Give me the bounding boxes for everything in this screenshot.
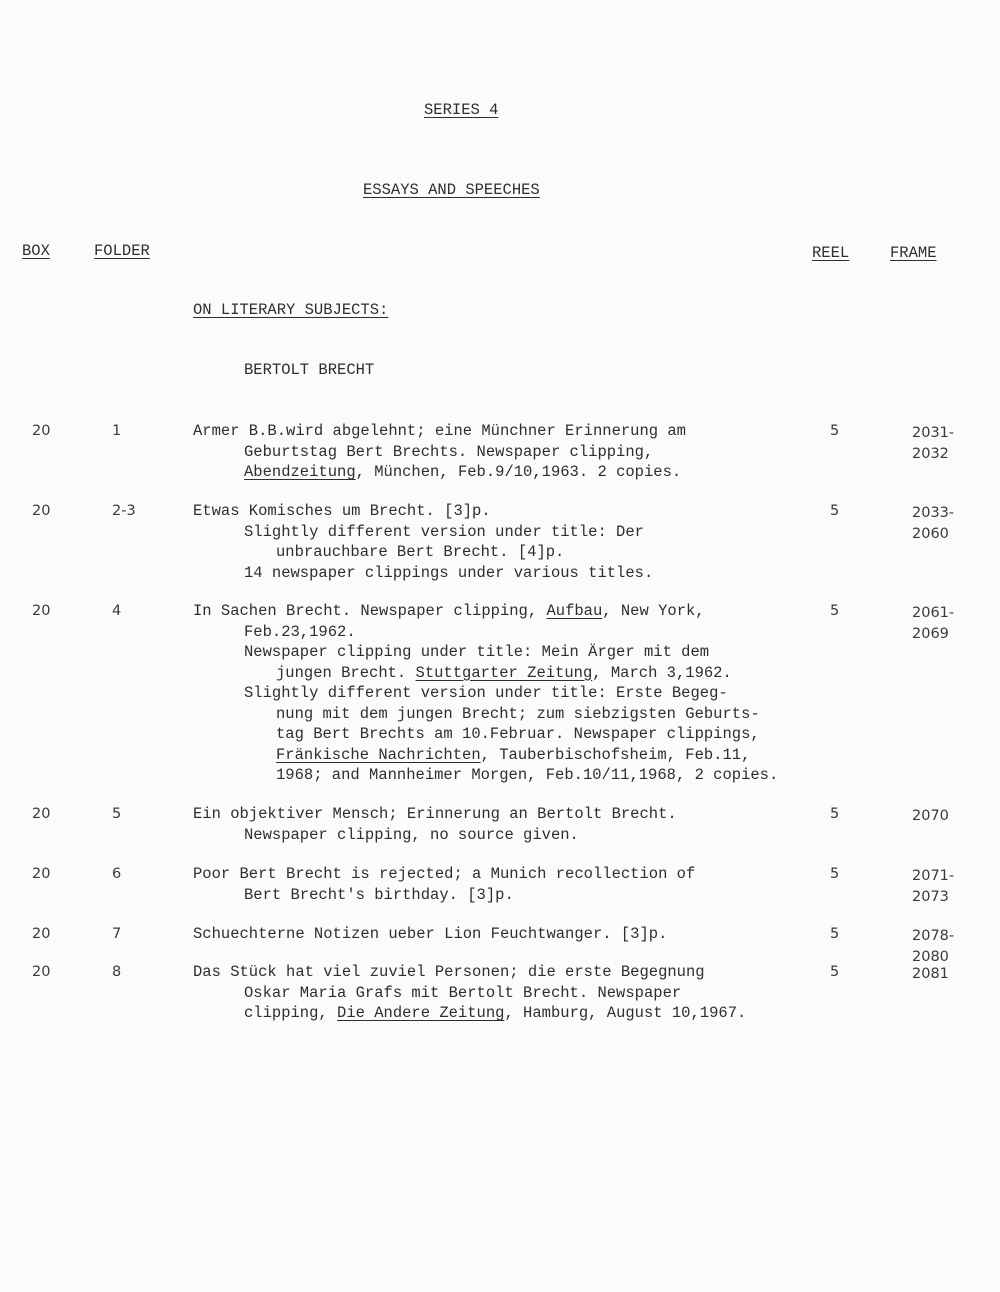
series-title: SERIES 4: [424, 101, 499, 119]
entry-frame: 2070: [912, 808, 949, 824]
publication-title: Fränkische Nachrichten: [276, 745, 481, 764]
entry-folder: 5: [112, 806, 122, 822]
entry-box: 20: [32, 866, 51, 882]
entry-description: Poor Bert Brecht is rejected; a Munich recollection of Bert Brecht's birthday. [3]p.: [193, 865, 696, 904]
entry-folder: 2-3: [112, 503, 136, 519]
header-folder: FOLDER: [94, 242, 150, 260]
entry-reel: 5: [830, 926, 840, 942]
entry-frame: 2078- 2080: [912, 928, 955, 965]
publication-title: Stuttgarter Zeitung: [415, 663, 593, 682]
entry-reel: 5: [830, 806, 840, 822]
header-reel: REEL: [812, 244, 850, 262]
publication-title: Aufbau: [546, 602, 603, 620]
entry-folder: 6: [112, 866, 122, 882]
header-box: BOX: [22, 242, 50, 260]
entry-box: 20: [32, 423, 51, 439]
entry-frame: 2081: [912, 966, 949, 982]
entry-description: In Sachen Brecht. Newspaper clipping, Aufbau, New York, Feb.23,1962. Newspaper clipping under title: Mein Ärger mit dem jungen Brecht. Stuttgarter Zeitung, March 3,1962. Slightly different version under title: Erste Begeg- nung mit dem jungen Brecht; zum siebzigsten Geburts- tag Bert Brechts am 10.Februar. Newspaper clippings, Fränkische Nachrichten, Tauberbischofsheim, Feb.11, 1968; and Mannheimer Morgen, Feb.10/11,1968, 2 copies.: [193, 602, 779, 784]
publication-title: Abendzeitung: [244, 463, 356, 481]
entry-box: 20: [32, 806, 51, 822]
entry-frame: 2033- 2060: [912, 505, 955, 542]
author-heading: BERTOLT BRECHT: [244, 361, 375, 379]
entry-folder: 7: [112, 926, 122, 942]
entry-folder: 1: [112, 423, 122, 439]
entry-description: Armer B.B.wird abgelehnt; eine Münchner Erinnerung am Geburtstag Bert Brechts. Newspaper clipping, Abendzeitung, München, Feb.9/10,1963. 2 copies.: [193, 422, 686, 481]
entry-description: Das Stück hat viel zuviel Personen; die erste Begegnung Oskar Maria Grafs mit Bertolt Brecht. Newspaper clipping, Die Andere Zeitung, Hamburg, August 10,1967.: [193, 963, 747, 1022]
entry-reel: 5: [830, 964, 840, 980]
entry-reel: 5: [830, 503, 840, 519]
entry-description: Ein objektiver Mensch; Erinnerung an Bertolt Brecht. Newspaper clipping, no source given.: [193, 805, 677, 844]
entry-reel: 5: [830, 423, 840, 439]
entry-box: 20: [32, 603, 51, 619]
entry-frame: 2071- 2073: [912, 868, 955, 905]
subject-heading: ON LITERARY SUBJECTS:: [193, 301, 389, 319]
entry-reel: 5: [830, 866, 840, 882]
entry-box: 20: [32, 503, 51, 519]
entry-description: Etwas Komisches um Brecht. [3]p. Slightly different version under title: Der unbrauchbare Bert Brecht. [4]p. 14 newspaper clippings under various titles.: [193, 502, 654, 582]
entry-frame: 2061- 2069: [912, 605, 955, 642]
header-frame: FRAME: [890, 244, 937, 262]
entry-frame: 2031- 2032: [912, 425, 955, 462]
section-title: ESSAYS AND SPEECHES: [363, 181, 540, 199]
entry-folder: 4: [112, 603, 122, 619]
entry-box: 20: [32, 964, 51, 980]
entry-description: Schuechterne Notizen ueber Lion Feuchtwanger. [3]p.: [193, 925, 668, 943]
entry-folder: 8: [112, 964, 122, 980]
entry-reel: 5: [830, 603, 840, 619]
entry-box: 20: [32, 926, 51, 942]
publication-title: Die Andere Zeitung: [337, 1004, 505, 1022]
